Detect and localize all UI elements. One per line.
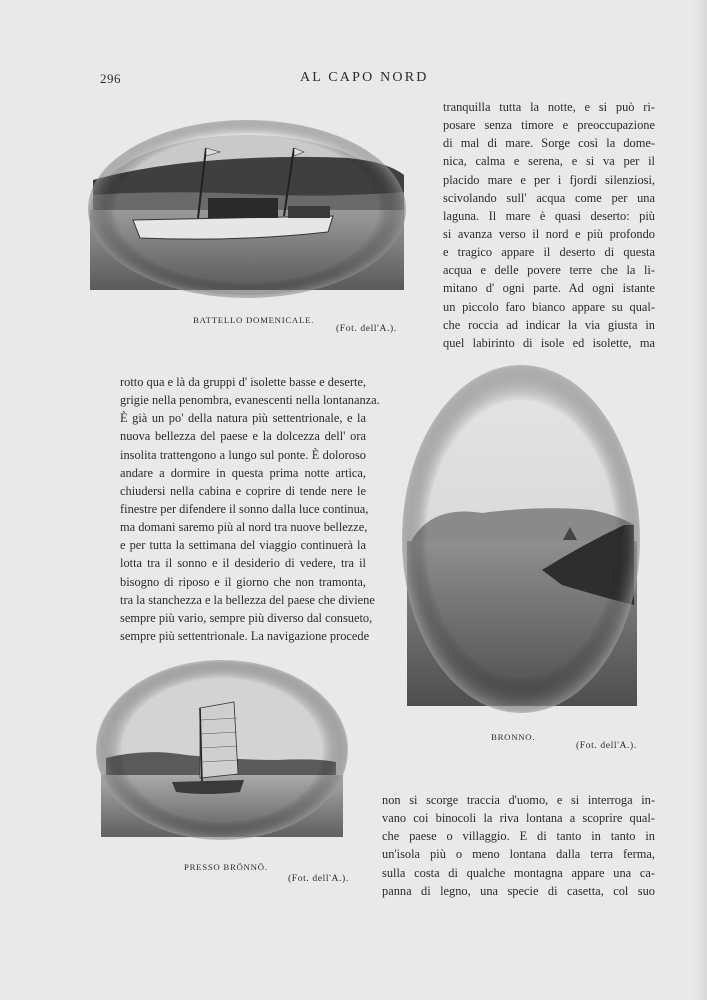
text-column-right-top: [443, 98, 655, 352]
text-line: sulla costa di qualche montagna appare una ca-: [382, 865, 655, 880]
text-line: andare a dormire in questa prima notte artica,: [120, 465, 366, 480]
photo-bronno: [402, 365, 640, 713]
text-line: scivolando sull' acqua come per una: [443, 190, 655, 205]
text-column-right-bottom: [382, 791, 655, 900]
photo-steamboat: [88, 120, 406, 298]
text-column-left-middle: [120, 373, 380, 645]
text-line: lotta tra il sonno e il desiderio di vedere, tra il: [120, 556, 366, 571]
text-line: di mal di mare. Sorge così la dome-: [443, 136, 655, 151]
text-line: È già un po' della natura più settentrionale, e la: [120, 411, 366, 426]
text-line: e per tutta la settimana del viaggio continuerà la: [120, 538, 366, 553]
text-line: sempre più settentrionale. La navigazione procede: [120, 628, 370, 643]
page-number: 296: [100, 71, 121, 86]
text-line: nica, calma e serena, e si va per il: [443, 154, 655, 169]
caption-bronno: BRONNO.: [491, 732, 536, 742]
text-line: acqua e delle povere terre che la li-: [443, 263, 655, 278]
text-line: finestre per difendere il sonno dalla luce continua,: [120, 501, 369, 516]
text-line: si avanza verso il nord e più profondo: [443, 226, 655, 241]
text-line: ma domani saremo più al nord tra nuove bellezze,: [120, 520, 368, 535]
page-edge: [693, 0, 707, 1000]
text-line: insolita trattengono a lungo sul ponte. È doloroso: [120, 447, 366, 462]
text-line: non si scorge traccia d'uomo, e si interroga in-: [382, 793, 655, 807]
text-line: vano coi binocoli la riva lontana a scoprire qual-: [382, 811, 655, 826]
text-line: panna di legno, una specie di casetta, col suo: [382, 883, 655, 898]
text-line: nuova bellezza del paese e la dolcezza dell' ora: [120, 429, 366, 444]
text-line: tranquilla tutta la notte, e si può ri-: [443, 100, 655, 114]
text-line: placido mare e per i fjordi silenziosi,: [443, 172, 655, 187]
text-line: tra la stanchezza e la bellezza del paese che diviene: [120, 592, 375, 607]
text-line: che roccia ad indicar la via giusta in: [443, 317, 655, 332]
text-line: chiudersi nella cabina e coprire di tende nere le: [120, 483, 366, 498]
text-line: un piccolo faro bianco appare su qual-: [443, 299, 655, 314]
text-line: grigie nella penombra, evanescenti nella lontananza.: [120, 393, 380, 408]
text-line: e tragico appare il deserto di questa: [443, 245, 655, 260]
caption-presso-bronno: PRESSO BRÖNNÖ.: [184, 862, 268, 872]
text-line: quel labirinto di isole ed isolette, ma: [443, 335, 655, 350]
credit-bronno: (Fot. dell'A.).: [576, 740, 637, 751]
running-title: AL CAPO NORD: [300, 70, 429, 85]
text-line: mitano d' ogni parte. Ad ogni istante: [443, 281, 655, 296]
photo-presso-bronno: [96, 660, 348, 840]
text-line: posare senza timore e preoccupazione: [443, 118, 655, 133]
text-line: bisogno di riposo e il giorno che non tramonta,: [120, 574, 366, 589]
caption-steamboat: BATTELLO DOMENICALE.: [193, 315, 315, 325]
text-line: laguna. Il mare è quasi deserto: più: [443, 208, 655, 223]
text-line: rotto qua e là da gruppi d' isolette basse e deserte,: [120, 375, 366, 389]
text-line: sempre più vario, sempre più diverso dal consueto,: [120, 610, 373, 625]
text-line: che paese o villaggio. E di tanto in tanto in: [382, 829, 655, 844]
credit-presso-bronno: (Fot. dell'A.).: [288, 873, 349, 884]
credit-steamboat: (Fot. dell'A.).: [336, 323, 397, 334]
text-line: un'isola più o meno lontana dalla terra ferma,: [382, 847, 655, 862]
